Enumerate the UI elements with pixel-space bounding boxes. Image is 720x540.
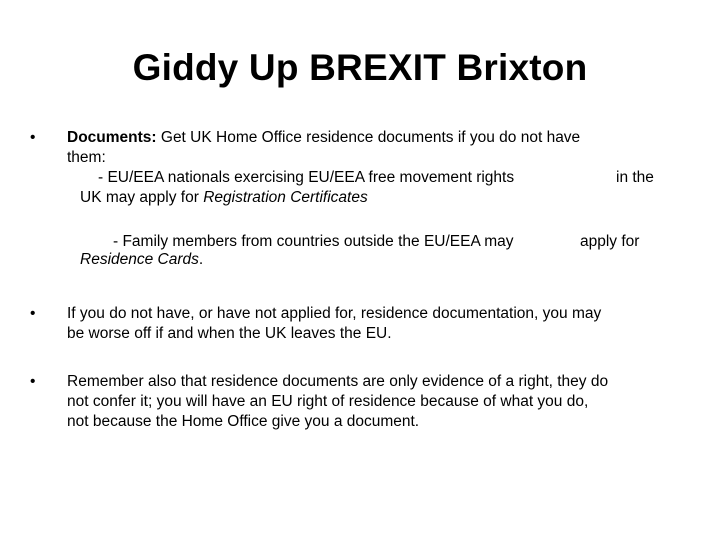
bullet-marker: • bbox=[30, 373, 36, 390]
residence-cards: Residence Cards bbox=[80, 251, 199, 268]
sub-item-eea-line1-tail: in the bbox=[616, 169, 654, 186]
documents-line1: Get UK Home Office residence documents if you do not have bbox=[156, 129, 581, 146]
sub-item-family-line1: - Family members from countries outside the EU/EEA may bbox=[113, 233, 514, 250]
worse-off-line2: be worse off if and when the UK leaves the EU. bbox=[67, 325, 392, 342]
sub-item-family-line1-tail: apply for bbox=[580, 233, 640, 250]
documents-line2: them: bbox=[67, 149, 106, 166]
sub-item-eea-line2 bbox=[80, 188, 368, 208]
bullet-marker: • bbox=[30, 129, 36, 146]
sub-item-eea-line2-prefix: UK may apply for bbox=[80, 189, 204, 206]
worse-off-line1: If you do not have, or have not applied for, residence documentation, you may bbox=[67, 305, 602, 322]
registration-certificates: Registration Certificates bbox=[203, 189, 368, 206]
bullet-marker: • bbox=[30, 305, 36, 322]
bullet-documents-text bbox=[67, 128, 689, 168]
remember-line2: not confer it; you will have an EU right of residence because of what you do, bbox=[67, 393, 589, 410]
remember-line3: not because the Home Office give you a document. bbox=[67, 413, 420, 430]
bullet-worse-off-text bbox=[67, 304, 689, 344]
bullet-remember-text bbox=[67, 372, 689, 432]
sub-item-family-line2 bbox=[80, 250, 203, 270]
documents-lead: Documents: bbox=[67, 129, 157, 146]
remember-line1: Remember also that residence documents are only evidence of a right, they do bbox=[67, 373, 609, 390]
sub-item-family-line2-suffix: . bbox=[198, 251, 204, 268]
sub-item-eea-line1: - EU/EEA nationals exercising EU/EEA free movement rights bbox=[98, 169, 515, 186]
slide-title: Giddy Up BREXIT Brixton bbox=[132, 47, 588, 88]
